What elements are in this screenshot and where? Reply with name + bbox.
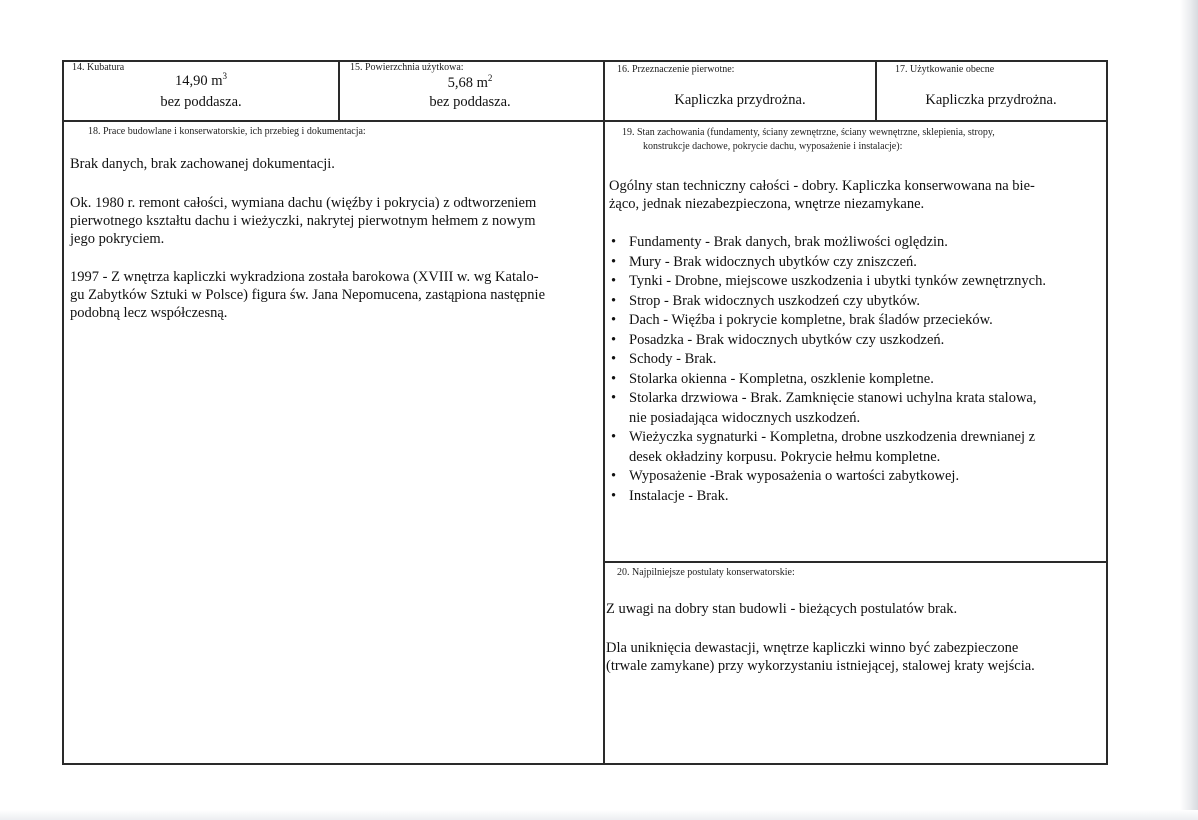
bullet-icon: • [611, 292, 617, 309]
condition-item-text: Wyposażenie -Brak wyposażenia o wartości zabytkowej. [629, 468, 960, 484]
bullet-icon: • [611, 370, 617, 387]
condition-item [607, 350, 1102, 370]
field-15-note: bez poddasza. [429, 94, 511, 110]
field-14-value [66, 73, 336, 90]
condition-item-text: Schody - Brak. [629, 351, 717, 367]
scan-shadow-bottom [0, 810, 1198, 820]
field-20-label: 20. Najpilniejsze postulaty konserwatorskie: [617, 567, 795, 578]
field-18-paragraph-2 [70, 194, 536, 248]
field-18-paragraph-1: Brak danych, brak zachowanej dokumentacji. [70, 156, 335, 172]
condition-item [607, 311, 1102, 331]
col-divider-14-15 [338, 60, 340, 122]
condition-item [607, 233, 1102, 253]
text-line: Ogólny stan techniczny całości - dobry. Kapliczka konserwowana na bie- [609, 178, 1035, 194]
text-line: (trwale zamykane) przy wykorzystaniu istniejącej, stalowej kraty wejścia. [606, 658, 1035, 674]
condition-item-text: Strop - Brak widocznych uszkodzeń czy ubytków. [629, 292, 920, 309]
condition-item [607, 487, 1102, 507]
condition-item [607, 272, 1102, 292]
text-line: jego pokryciem. [70, 231, 165, 247]
condition-item [607, 389, 1102, 428]
condition-item [607, 253, 1102, 273]
condition-item-text: Tynki - Drobne, miejscowe uszkodzenia i ubytki tynków zewnętrznych. [629, 273, 1046, 289]
field-14-label: 14. Kubatura [72, 62, 125, 73]
bullet-icon: • [611, 312, 617, 328]
condition-item-text: Fundamenty - Brak danych, brak możliwości oględzin. [629, 234, 948, 250]
field-14-unit-exponent: 3 [222, 71, 228, 82]
condition-item-text: desek okładziny korpusu. Pokrycie hełmu kompletne. [629, 448, 941, 465]
field-18-label: 18. Prace budowlane i konserwatorskie, ich przebieg i dokumentacja: [88, 126, 366, 137]
condition-item-text: Stolarka drzwiowa - Brak. Zamknięcie stanowi uchylna krata stalowa, [629, 390, 1037, 406]
condition-item-text: Instalacje - Brak. [629, 487, 729, 504]
field-19-label-line-2: konstrukcje dachowe, pokrycie dachu, wyposażenie i instalacje): [643, 141, 903, 152]
bullet-icon: • [611, 390, 617, 406]
bullet-icon: • [611, 429, 617, 445]
text-line: żąco, jednak niezabezpieczona, wnętrze niezamykane. [609, 196, 925, 212]
field-15-value [342, 75, 598, 92]
bullet-icon: • [611, 468, 617, 484]
condition-item [607, 370, 1102, 390]
text-line: gu Zabytków Sztuki w Polsce) figura św. Jana Nepomucena, zastąpiona następnie [70, 287, 546, 303]
field-14-number: 14,90 m [174, 73, 223, 89]
field-20-paragraph-1: Z uwagi na dobry stan budowli - bieżących postulatów brak. [606, 601, 958, 617]
condition-item [607, 331, 1102, 351]
text-line: podobną lecz współczesną. [70, 305, 228, 321]
field-15-number: 5,68 m [447, 75, 488, 91]
field-15-unit-exponent: 2 [487, 73, 493, 84]
table-border-bottom [62, 763, 1108, 765]
bullet-icon: • [611, 273, 617, 289]
bullet-icon: • [611, 331, 617, 348]
text-line: 1997 - Z wnętrza kapliczki wykradziona została barokowa (XVIII w. wg Katalo- [70, 269, 539, 285]
condition-item-text: Dach - Więźba i pokrycie kompletne, brak śladów przecieków. [629, 312, 993, 328]
field-19-label-line-1: 19. Stan zachowania (fundamenty, ściany zewnętrzne, ściany wewnętrzne, sklepienia, stropy, [622, 127, 995, 138]
condition-item-text: nie posiadająca widocznych uszkodzeń. [629, 409, 861, 426]
condition-list [607, 233, 1102, 506]
row-divider-1 [62, 120, 1108, 122]
condition-item-text: Stolarka okienna - Kompletna, oszklenie kompletne. [629, 370, 934, 387]
bullet-icon: • [611, 351, 617, 367]
text-line: Ok. 1980 r. remont całości, wymiana dachu (więźby i pokrycia) z odtworzeniem [70, 195, 537, 211]
field-20-paragraph-2 [606, 639, 1035, 675]
table-border-top [62, 60, 1108, 62]
field-16-value: Kapliczka przydrożna. [674, 92, 806, 108]
condition-item-text: Posadzka - Brak widocznych ubytków czy uszkodzeń. [629, 331, 945, 348]
condition-item-text: Mury - Brak widocznych ubytków czy zniszczeń. [629, 253, 917, 270]
condition-item-text: Wieżyczka sygnaturki - Kompletna, drobne uszkodzenia drewnianej z [629, 429, 1036, 445]
condition-item [607, 428, 1102, 467]
field-19-intro [609, 177, 1035, 213]
condition-item [607, 467, 1102, 487]
field-15-label: 15. Powierzchnia użytkowa: [350, 62, 464, 73]
field-16-label: 16. Przeznaczenie pierwotne: [617, 64, 735, 75]
table-border-right [1106, 60, 1108, 765]
col-divider-16-17 [875, 60, 877, 122]
bullet-icon: • [611, 234, 617, 250]
field-18-paragraph-3 [70, 268, 545, 322]
table-border-left [62, 60, 64, 765]
field-17-label: 17. Użytkowanie obecne [895, 64, 995, 75]
row-divider-2 [603, 561, 1106, 563]
field-14-note: bez poddasza. [160, 94, 242, 110]
scan-shadow-right [1180, 0, 1198, 820]
text-line: pierwotnego kształtu dachu i wieżyczki, nakrytej pierwotnym hełmem z nowym [70, 213, 536, 229]
text-line: Dla uniknięcia dewastacji, wnętrze kapliczki winno być zabezpieczone [606, 640, 1019, 656]
bullet-icon: • [611, 487, 617, 504]
condition-item [607, 292, 1102, 312]
field-17-value: Kapliczka przydrożna. [925, 92, 1057, 108]
bullet-icon: • [611, 253, 617, 270]
col-divider-main [603, 60, 605, 765]
